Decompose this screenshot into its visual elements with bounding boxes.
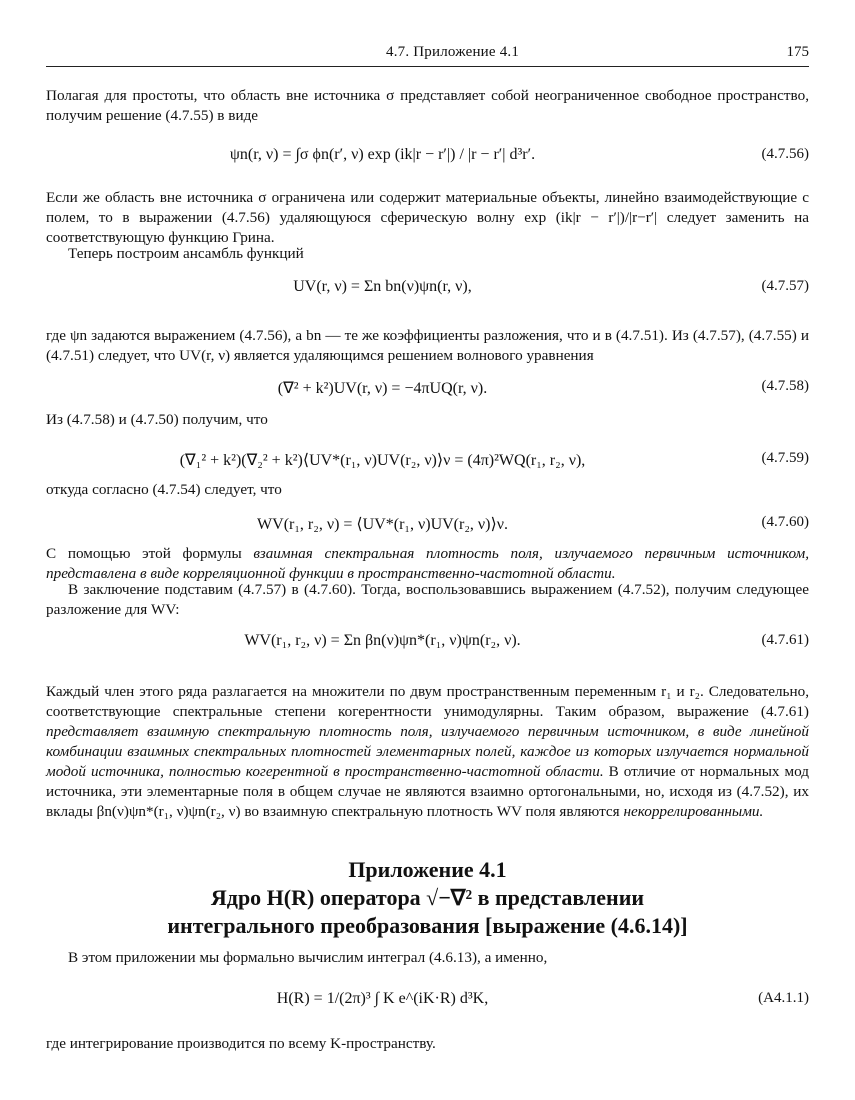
equation-body: WV(r₁, r₂, ν) = Σn βn(ν)ψn*(r₁, ν)ψn(r₂, ν). <box>244 632 521 649</box>
paragraph-factorization <box>46 682 809 822</box>
equation-body: WV(r₁, r₂, ν) = ⟨UV*(r₁, ν)UV(r₂, ν)⟩ν. <box>257 516 508 533</box>
emphasis-text: некоррелированными. <box>623 803 764 820</box>
paragraph-whence: откуда согласно (4.7.54) следует, что <box>46 481 282 498</box>
appendix-heading-line: интегрального преобразования [выражение (4.6.14)] <box>167 913 688 938</box>
emphasis-text: представляет взаимную спектральную плотность поля, излучаемого первичным источником, в виде линейной комбинации взаимных спектральных плотностей элементарных полей, каждое из которых излучается нормальной модой источника, полностью когерентной в пространственно-частотной области. <box>46 723 809 780</box>
page-number: 175 <box>786 44 809 60</box>
equation-4-7-59 <box>46 444 809 478</box>
running-header <box>46 40 809 67</box>
appendix-heading-line: Приложение 4.1 <box>348 857 507 882</box>
paragraph-outgoing-solution: где ψn задаются выражением (4.7.56), а bn — те же коэффициенты разложения, что и в (4.7.51). Из (4.7.57), (4.7.55) и (4.7.51) следует, что UV(r, ν) является удаляющимся решением волнового уравнения <box>46 327 809 364</box>
equation-a4-1-1 <box>46 984 809 1018</box>
equation-number: (A4.1.1) <box>758 990 809 1006</box>
text-run: Каждый член этого ряда разлагается на множители по двум пространственным переменным r₁ и r₂. Следовательно, соответствующие спектральные степени когерентности унимодулярны. Таким образом, выражение (4.7.61) <box>46 683 809 720</box>
equation-4-7-60 <box>46 508 809 542</box>
paragraph-ensemble: Теперь построим ансамбль функций <box>68 245 304 262</box>
text-run: В отличие от нормальных мод источника, эти элементарные поля в общем случае не являются взаимно ортогональными, но, исходя из (4.7.52), их вклады βn(ν)ψn*(r₁, ν)ψn(r₂, ν) во взаимную спектральную плотность WV поля являются <box>46 763 810 820</box>
equation-body: UV(r, ν) = Σn bn(ν)ψn(r, ν), <box>293 278 472 295</box>
equation-4-7-57 <box>46 272 809 306</box>
paragraph-from-equations: Из (4.7.58) и (4.7.50) получим, что <box>46 411 268 428</box>
equation-body: (∇₁² + k²)(∇₂² + k²)⟨UV*(r₁, ν)UV(r₂, ν)⟩ν = (4π)²WQ(r₁, r₂, ν), <box>179 452 586 469</box>
equation-number: (4.7.57) <box>761 278 809 294</box>
running-title: 4.7. Приложение 4.1 <box>386 44 520 60</box>
paragraph-conclusion: В заключение подставим (4.7.57) в (4.7.60). Тогда, воспользовавшись выражением (4.7.52), получим следующее разложение для WV: <box>46 581 809 618</box>
paragraph-green-function: Если же область вне источника σ ограничена или содержит материальные объекты, линейно взаимодействующие с полем, то в выражении (4.7.56) удаляющуюся сферическую волну exp (ik|r − r′|)/|r−r′| следует заменить на соответствующую функцию Грина. <box>46 189 809 246</box>
equation-number: (4.7.58) <box>761 378 809 394</box>
equation-number: (4.7.56) <box>761 146 809 162</box>
equation-4-7-56 <box>46 140 809 174</box>
appendix-heading <box>46 856 809 940</box>
emphasis-text: взаимная спектральная плотность поля, излучаемого первичным источником, представлена в виде корреляционной функции в пространственно-частотной области. <box>46 545 809 582</box>
equation-number: (4.7.60) <box>761 514 809 530</box>
paragraph-k-space: где интегрирование производится по всему K-пространству. <box>46 1035 436 1052</box>
equation-4-7-58 <box>46 372 809 406</box>
paragraph-cross-spectral <box>46 544 809 584</box>
equation-body: H(R) = 1/(2π)³ ∫ K e^(iK·R) d³K, <box>276 990 489 1007</box>
equation-number: (4.7.59) <box>761 450 809 466</box>
equation-4-7-61 <box>46 626 809 660</box>
equation-number: (4.7.61) <box>761 632 809 648</box>
paragraph-intro: Полагая для простоты, что область вне источника σ представляет собой неограниченное свободное пространство, получим решение (4.7.55) в виде <box>46 87 809 124</box>
equation-body: (∇² + k²)UV(r, ν) = −4πUQ(r, ν). <box>277 380 488 397</box>
paragraph-appendix-intro: В этом приложении мы формально вычислим интеграл (4.6.13), а именно, <box>68 949 548 966</box>
appendix-heading-line: Ядро H(R) оператора √−∇² в представлении <box>210 885 645 910</box>
text-run: С помощью этой формулы <box>46 545 254 562</box>
equation-body: ψn(r, ν) = ∫σ ϕn(r′, ν) exp (ik|r − r′|) / |r − r′| d³r′. <box>229 146 536 163</box>
